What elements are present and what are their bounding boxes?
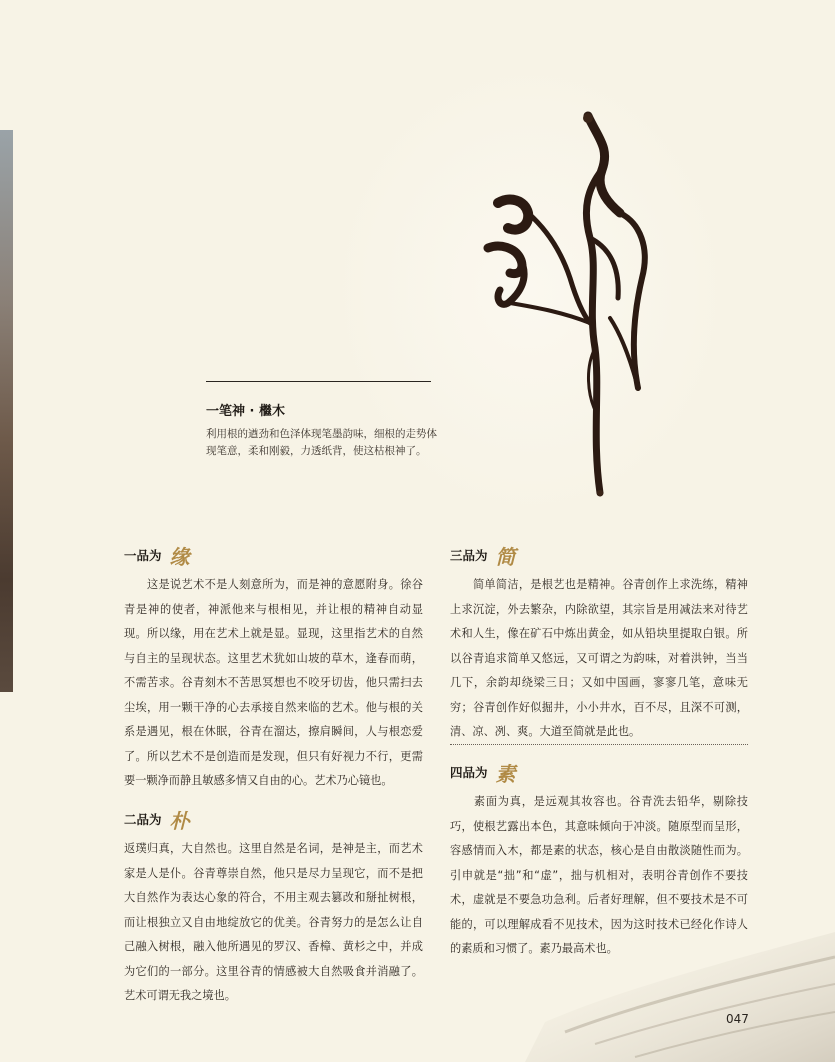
section-yuan: [124, 541, 423, 794]
left-edge-photo: [0, 130, 13, 692]
section-label: 四品为: [450, 765, 488, 780]
section-body: 返璞归真，大自然也。这里自然是名词，是神是主，而艺术家是人是仆。谷青尊崇自然，他只是尽力呈现它，而不是把大自然作为表达心象的符合，不用主观去篡改和掰扯树根，而让根独立又自由地绽放它的优美。谷青努力的是怎么让自己融入树根，融入他所遇见的罗汉、香樟、黄杉之中，并成为它们的一部分。这里谷青的情感被大自然吸食并消融了。艺术可谓无我之境也。: [124, 842, 423, 1002]
page-number: 047: [726, 1012, 749, 1026]
artwork-description: 利用根的遒劲和色泽体现笔墨韵味，细根的走势体现笔意，柔和刚毅，力透纸背，使这枯根神了。: [206, 428, 437, 457]
section-character: 朴: [169, 808, 190, 833]
section-body: 这是说艺术不是人刻意所为，而是神的意愿附身。徐谷青是神的使者，神派他来与根相见，并让根的精神自动显现。所以缘，用在艺术上就是显。显现，这里指艺术的自然与自主的呈现状态。这里艺术犹如山坡的草木，逢春而萌，不需苦求。谷青刻木不苦思冥想也不咬牙切齿，他只需扫去尘埃，用一颗干净的心去承接自然来临的艺术。他与根的关系是遇见，根在休眠，谷青在溜达，擦肩瞬间，人与根恋爱了。所以艺术不是创造而是发现，但只有好视力不行，更需要一颗净而静且敏感多情又自由的心。艺术乃心镜也。: [124, 578, 423, 787]
section-label: 二品为: [124, 812, 162, 827]
roof-eave-decoration: [505, 872, 835, 1062]
section-divider: [450, 744, 748, 745]
section-character: 简: [495, 544, 516, 569]
section-heading: [124, 541, 423, 569]
section-heading: [450, 541, 748, 569]
section-body: 素面为真，是远观其妆容也。谷青洗去铅华，剔除技巧，使根艺露出本色，其意味倾向于冲淡。随原型而呈形，容感情而入木，都是素的状态，核心是自由散淡随性而为。引申就是“拙”和“虚”，拙与机相对，表明谷青创作不要技术，虚就是不要急功急利。后者好理解，但不要技术是不可能的，可以理解成看不见技术，因为这时技术已经化作诗人的素质和习惯了。素乃最高术也。: [450, 795, 748, 955]
section-body: 简单简洁，是根艺也是精神。谷青创作上求洗练，精神上求沉淀，外去繁杂，内除欲望，其宗旨是用减法来对待艺术和人生，像在矿石中炼出黄金，如从铅块里提取白银。所以谷青追求简单又悠远，又可谓之为韵味，对着洪钟，当当几下，余韵却绕梁三日；又如中国画，寥寥几笔，意味无穷；谷青创作好似掘井，小小井水，百不尽，且深不可测，清、凉、冽、爽。大道至简就是此也。: [450, 578, 748, 738]
section-pu: [124, 805, 423, 1009]
section-jian: [450, 541, 748, 745]
section-heading: [124, 805, 423, 833]
section-character: 缘: [169, 544, 190, 569]
section-label: 三品为: [450, 548, 488, 563]
title-rule: [206, 381, 431, 382]
artwork-title: 一笔神 · 檵木: [206, 404, 285, 419]
root-sculpture-image: [470, 108, 670, 503]
section-heading: [450, 758, 748, 786]
section-character: 素: [495, 761, 516, 786]
section-label: 一品为: [124, 548, 162, 563]
